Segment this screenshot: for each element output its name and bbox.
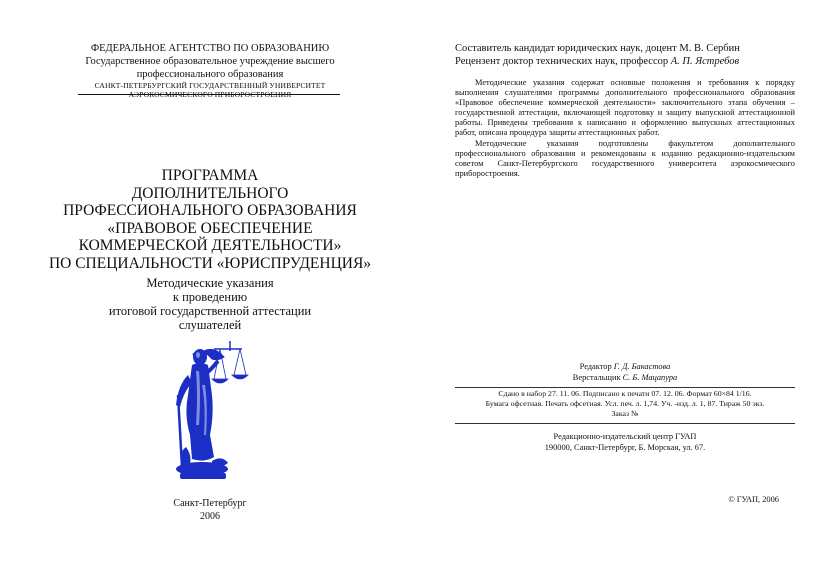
layout-line	[470, 373, 780, 384]
subtitle-line: слушателей	[178, 318, 242, 332]
title-line: ПРОГРАММА	[161, 167, 259, 184]
layout-name: С. Б. Мацапура	[622, 372, 678, 382]
right-page	[410, 0, 819, 579]
institution-type-cont: профессионального образования	[136, 69, 284, 80]
reviewer-line	[455, 55, 785, 68]
title-line: КОММЕРЧЕСКОЙ ДЕЯТЕЛЬНОСТИ»	[78, 237, 342, 254]
copyright-notice: © ГУАП, 2006	[728, 495, 779, 504]
compiler-name: М. В. Сербин	[679, 43, 740, 54]
publication-place	[150, 497, 270, 523]
title-line: ДОПОЛНИТЕЛЬНОГО	[131, 184, 289, 202]
agency-name: ФЕДЕРАЛЬНОЕ АГЕНТСТВО ПО ОБРАЗОВАНИЮ	[90, 43, 330, 54]
layout-label: Верстальщик	[572, 372, 621, 382]
subtitle-line: к проведению	[172, 290, 248, 304]
editors-block	[470, 362, 780, 383]
print-details-line: Бумага офсетная. Печать офсетная. Усл. печ. л. 1,74. Уч. -изд. л. 1, 87. Тираж 50 экз.	[485, 399, 765, 408]
compiler-label: Составитель кандидат юридических наук, доцент	[455, 43, 677, 54]
reviewer-label: Рецензент доктор технических наук, профессор	[455, 56, 669, 67]
order-number: Заказ №	[611, 409, 639, 418]
publisher-name: Редакционно-издательский центр ГУАП	[553, 432, 697, 441]
publisher-address: 190000, Санкт-Петербург, Б. Морская, ул. 67.	[544, 442, 706, 452]
themis-statue-icon	[168, 335, 252, 485]
document-subtitle	[60, 276, 360, 332]
subtitle-line: итоговой государственной аттестации	[108, 304, 312, 318]
publication-year: 2006	[200, 511, 220, 522]
subtitle-line: Методические указания	[146, 276, 274, 290]
imprint-divider-bottom	[455, 423, 795, 424]
header-divider	[78, 94, 340, 95]
title-line: ПО СПЕЦИАЛЬНОСТИ «ЮРИСПРУДЕНЦИЯ»	[48, 254, 372, 272]
document-title	[40, 167, 380, 272]
city-name: Санкт-Петербург	[173, 498, 247, 509]
editor-label: Редактор	[579, 362, 612, 371]
reviewer-name: А. П. Ястребов	[670, 56, 740, 67]
title-line: ПРОФЕССИОНАЛЬНОГО ОБРАЗОВАНИЯ	[63, 202, 357, 219]
editor-line	[470, 362, 780, 373]
editor-name: Г. Д. Бакастова	[613, 362, 671, 371]
print-details-line: Сдано в набор 27. 11. 06. Подписано к печати 07. 12. 06. Формат 60×84 1/16.	[498, 389, 752, 398]
imprint-divider-top	[455, 387, 795, 388]
publisher-block	[455, 432, 795, 453]
title-line: «ПРАВОВОЕ ОБЕСПЕЧЕНИЕ	[107, 219, 313, 237]
abstract-paragraph: Методические указания подготовлены факультетом дополнительного профессионального образования и рекомендованы к изданию редакционно-издательским советом Санкт-Петербургского государственного университета аэрокосмического приборостроения.	[455, 138, 795, 178]
abstract-paragraph: Методические указания содержат основные положения и требования к порядку выполнения слушателями программы дополнительного профессионального образования «Правовое обеспечение коммерческой деятельности» заключительного этапа обучения – государственной аттестации, включающей подготовку и защиту выпускной аттестационной работы. Приведены требования к написанию и оформлению выпускных аттестационных работ, описана процедура защиты аттестационных работ.	[455, 78, 795, 138]
abstract	[455, 78, 795, 179]
credits-block	[455, 42, 785, 68]
institution-header	[60, 42, 360, 99]
university-name-cont: АЭРОКОСМИЧЕСКОГО ПРИБОРОСТРОЕНИЯ	[128, 90, 292, 99]
university-name: САНКТ-ПЕТЕРБУРГСКИЙ ГОСУДАРСТВЕННЫЙ УНИВЕРСИТЕТ	[94, 81, 326, 90]
compiler-line	[455, 42, 785, 55]
institution-type: Государственное образовательное учреждение высшего	[85, 56, 335, 67]
print-details	[455, 389, 795, 419]
